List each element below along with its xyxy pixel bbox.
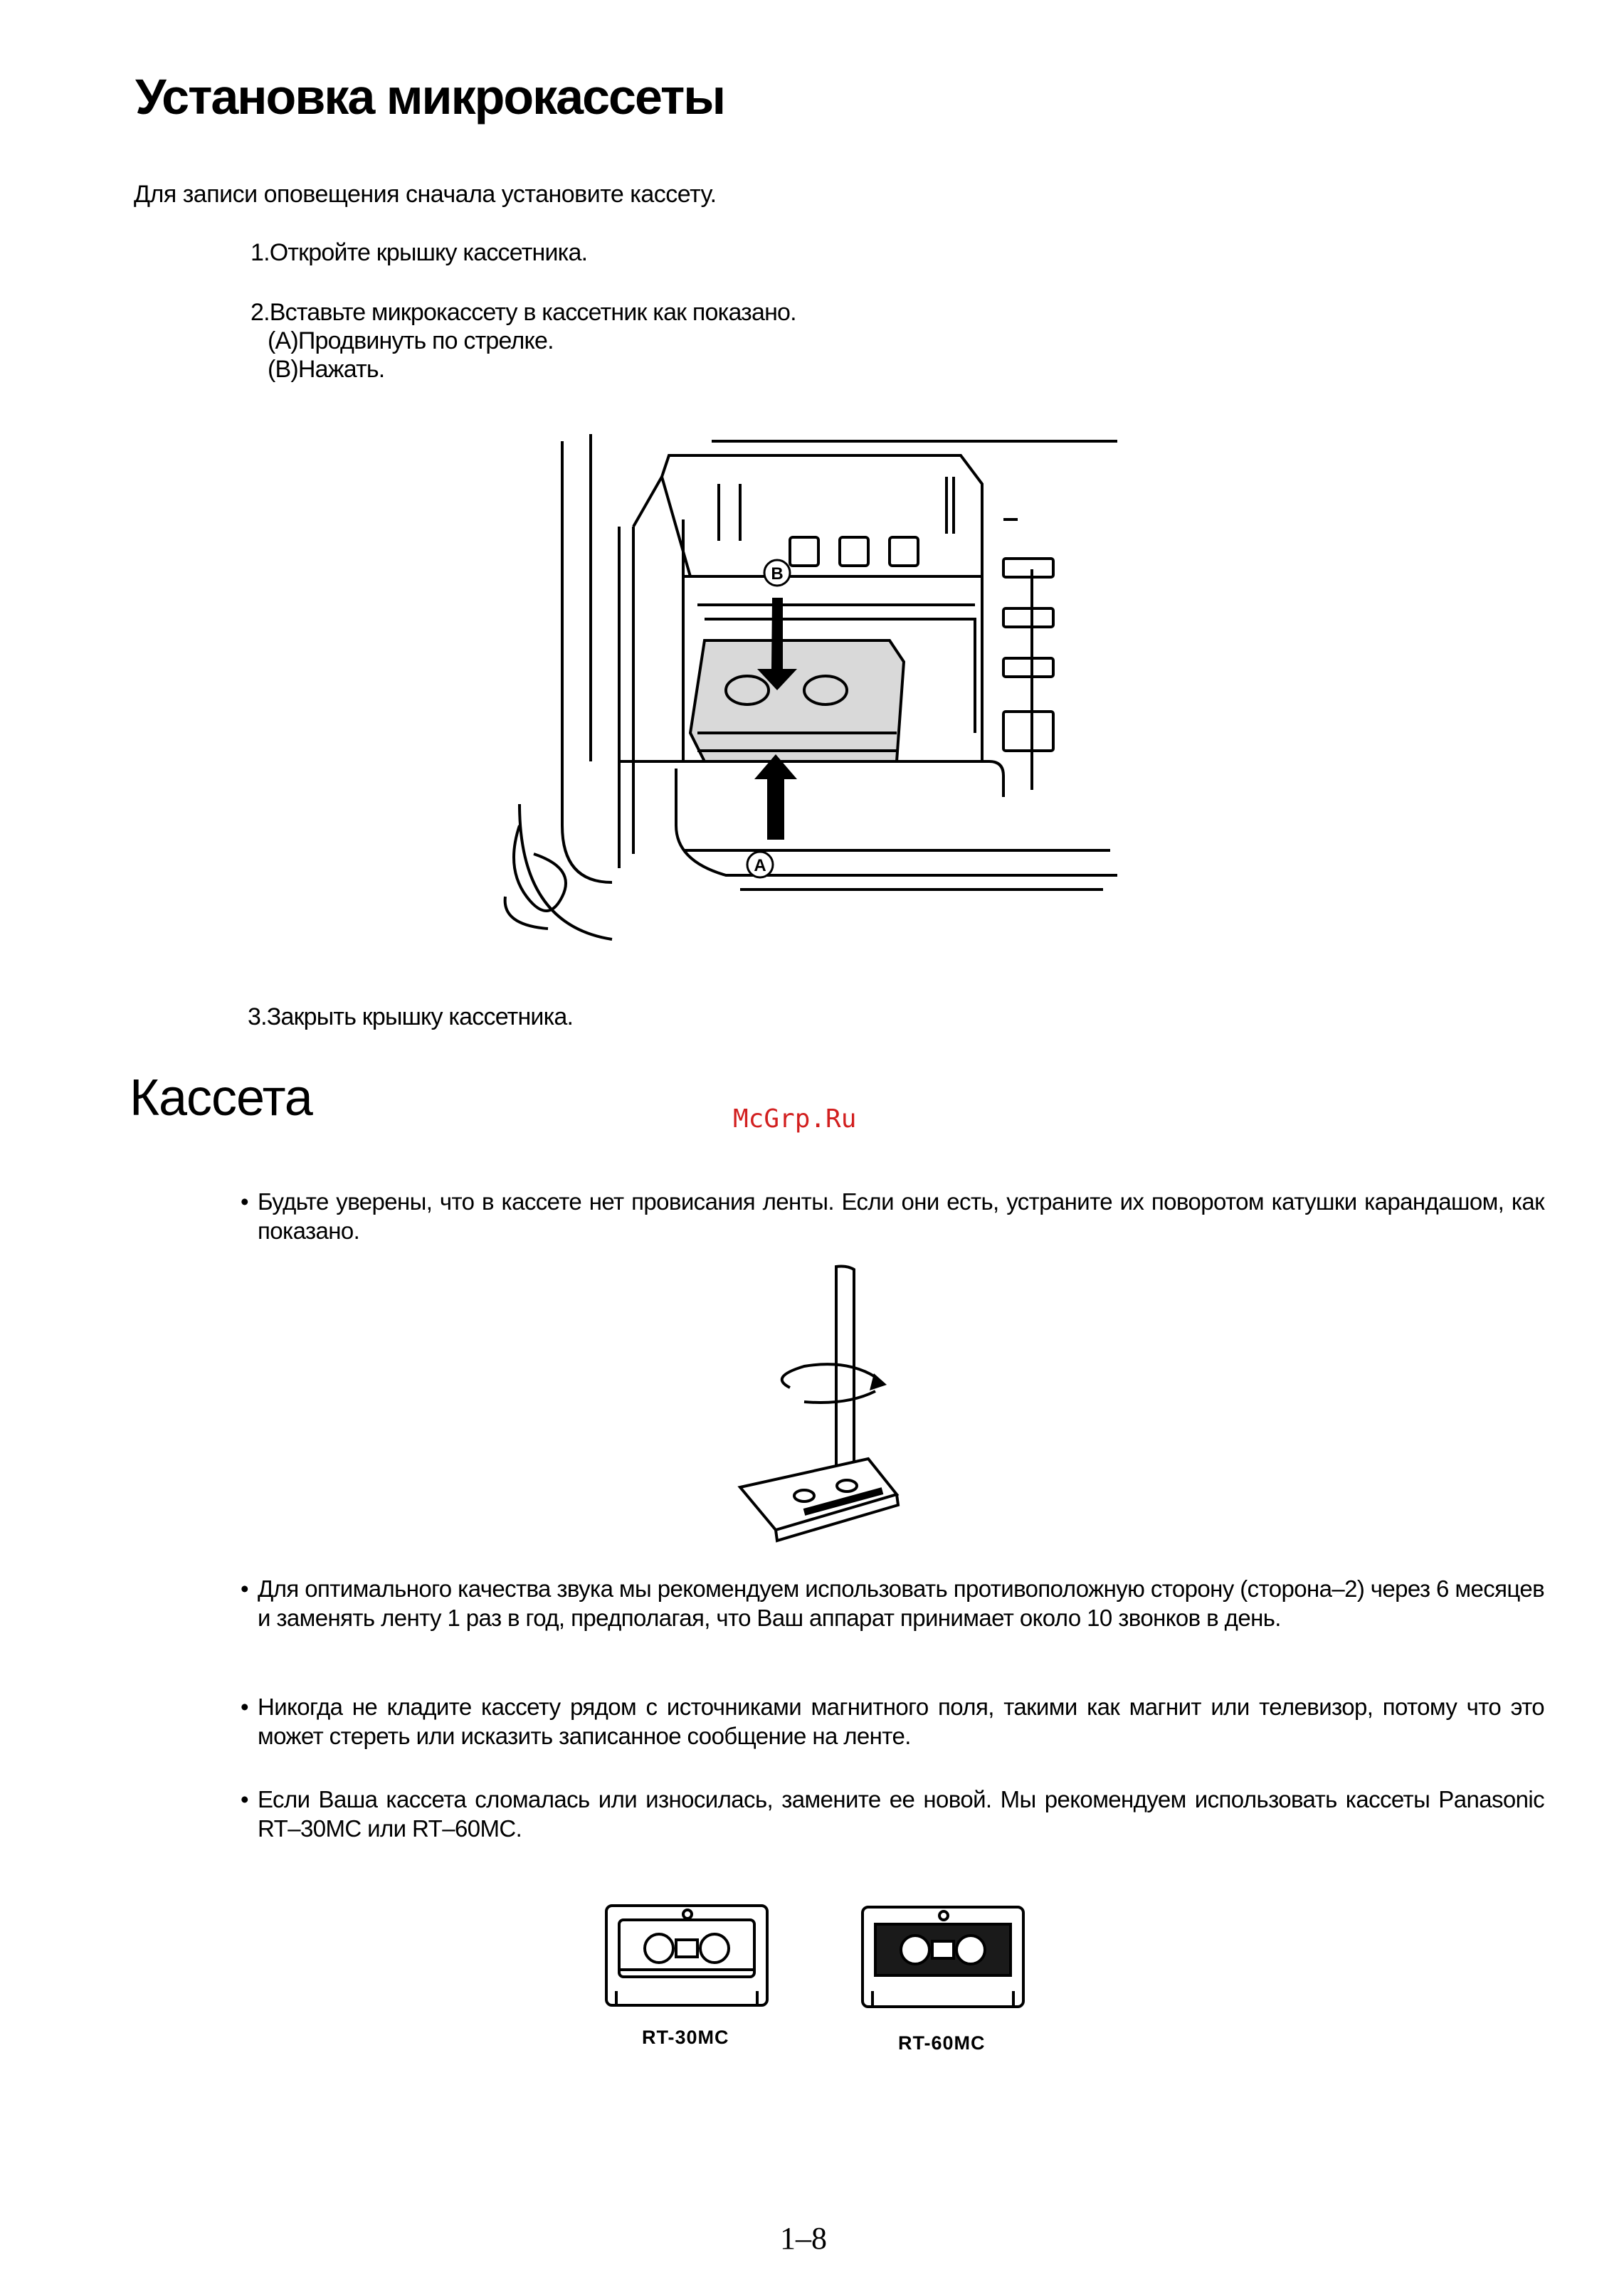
bullet-text: Никогда не кладите кассету рядом с источниками магнитного поля, такими как магнит или телевизор, потому что это может стереть или исказить записанное сообщение на ленте. (258, 1694, 1544, 1749)
bullet-dot: • (241, 1575, 248, 1602)
page-title: Установка микрокассеты (135, 69, 725, 125)
bullet-item (242, 1187, 1544, 1245)
step-2: 2.Вставьте микрокассету в кассетник как показано. (251, 299, 796, 326)
step-2b: (В)Нажать. (268, 356, 385, 383)
bullet-item (242, 1692, 1544, 1751)
bullet-dot: • (241, 1786, 248, 1812)
step-1: 1.Откройте крышку кассетника. (251, 239, 588, 266)
step-2a: (А)Продвинуть по стрелке. (268, 327, 554, 354)
page-number: 1–8 (780, 2221, 827, 2256)
section-title: Кассета (130, 1070, 312, 1126)
cassette-insert-illustration (491, 427, 1188, 968)
cassette-rt30mc-caption: RT-30MC (642, 2027, 729, 2048)
cassette-rt30mc-image (602, 1899, 773, 2012)
bullet-text: Если Ваша кассета сломалась или износилась, замените ее новой. Мы рекомендуем использовать кассеты Panasonic RT–30MC или RT–60MC. (258, 1786, 1544, 1842)
bullet-dot: • (241, 1188, 248, 1215)
label-a: A (754, 856, 766, 875)
step-3: 3.Закрыть крышку кассетника. (248, 1003, 574, 1030)
cassette-rt60mc-image (858, 1900, 1029, 2014)
bullet-item (242, 1574, 1544, 1632)
bullet-text: Для оптимального качества звука мы рекомендуем использовать противоположную сторону (сторона–2) через 6 месяцев и заменять ленту 1 раз в год, предполагая, что Ваш аппарат принимает около 10 звонков в день. (258, 1575, 1544, 1631)
bullet-text: Будьте уверены, что в кассете нет провисания ленты. Если они есть, устраните их поворотом катушки карандашом, как показано. (258, 1188, 1544, 1244)
cassette-rt60mc-caption: RT-60MC (898, 2032, 986, 2054)
bullet-item (242, 1785, 1544, 1843)
intro-text: Для записи оповещения сначала установите кассету. (134, 181, 717, 208)
bullet-dot: • (241, 1694, 248, 1720)
watermark: McGrp.Ru (733, 1104, 857, 1134)
pencil-rewind-illustration (726, 1260, 939, 1544)
label-b: B (771, 564, 784, 584)
